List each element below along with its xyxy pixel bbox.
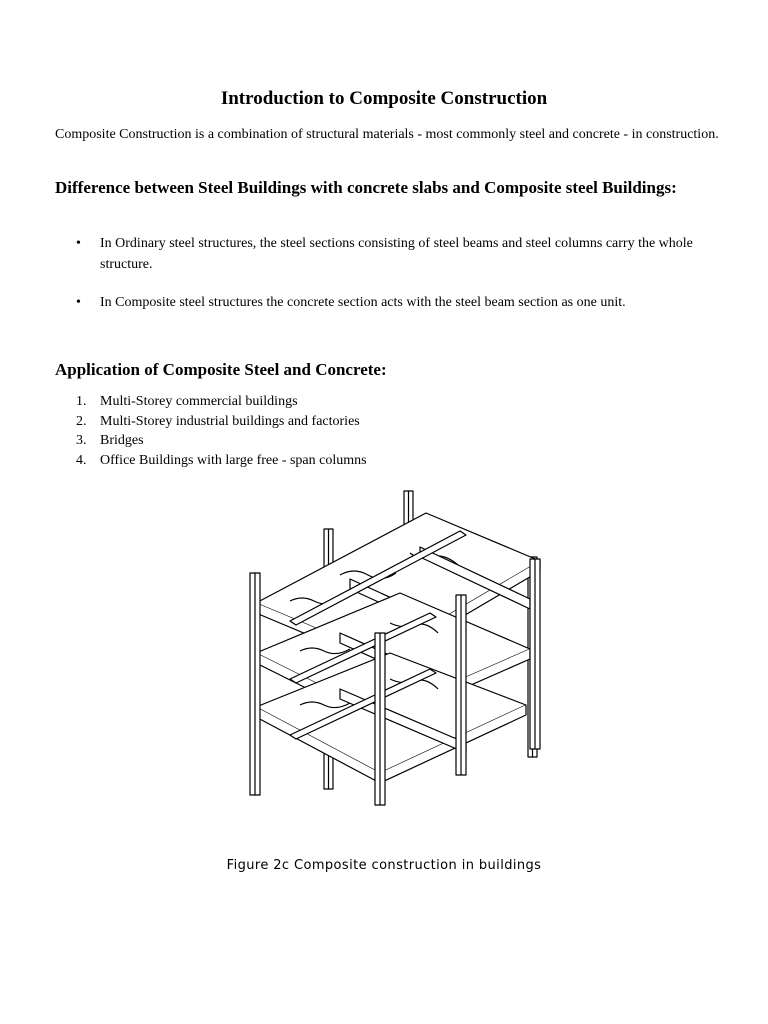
list-item <box>55 431 367 451</box>
list-number: 4. <box>76 452 87 468</box>
application-heading: Application of Composite Steel and Concrete: <box>55 360 387 379</box>
list-text: Bridges <box>100 433 144 448</box>
front-column <box>530 559 540 749</box>
front-column <box>250 573 260 795</box>
list-item <box>55 412 367 432</box>
page-title: Introduction to Composite Construction <box>220 88 548 109</box>
list-text: Multi-Storey industrial buildings and factories <box>100 413 360 429</box>
front-column <box>456 595 466 775</box>
difference-bullet-list-1 <box>55 233 705 275</box>
list-number: 1. <box>76 394 87 409</box>
difference-bullet-list-2 <box>55 292 705 313</box>
list-number: 2. <box>76 413 87 429</box>
list-item <box>55 451 367 471</box>
list-number: 3. <box>76 433 87 448</box>
bullet-icon: • <box>76 236 81 251</box>
bullet-text: In Ordinary steel structures, the steel sections consisting of steel beams and steel columns carry the whole structure. <box>100 236 693 272</box>
composite-building-drawing <box>230 483 560 813</box>
list-text: Office Buildings with large free - span columns <box>100 452 367 468</box>
figure-caption: Figure 2c Composite construction in buildings <box>226 858 542 873</box>
front-column <box>375 633 385 805</box>
application-list <box>55 392 367 470</box>
bullet-text: In Composite steel structures the concrete section acts with the steel beam section as one unit. <box>100 295 626 310</box>
list-item <box>55 392 367 412</box>
bullet-icon: • <box>76 295 81 310</box>
bullet-item <box>55 233 705 275</box>
list-text: Multi-Storey commercial buildings <box>100 394 298 409</box>
intro-paragraph: Composite Construction is a combination of structural materials - most commonly steel and concrete - in construction. <box>55 127 719 142</box>
difference-heading: Difference between Steel Buildings with concrete slabs and Composite steel Buildings: <box>55 178 677 197</box>
bullet-item <box>55 292 705 313</box>
